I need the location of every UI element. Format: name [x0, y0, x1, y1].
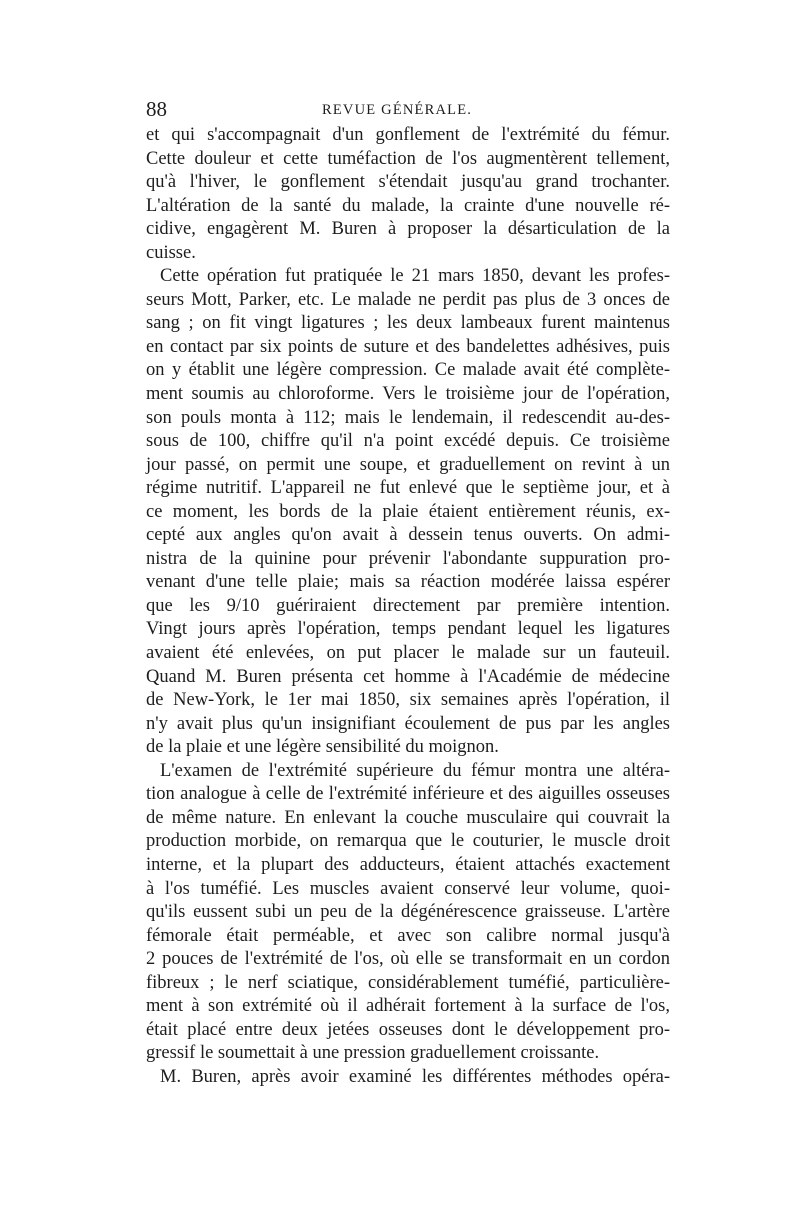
- text-line: Vingt jours après l'opération, temps pendant lequel les ligatures: [146, 619, 670, 640]
- text-line: que les 9/10 guériraient directement par première intention.: [146, 595, 670, 616]
- text-line: 2 pouces de l'extrémité de l'os, où elle se transformait en un cordon: [146, 949, 670, 970]
- text-line: ce moment, les bords de la plaie étaient entièrement réunis, ex-: [146, 501, 670, 522]
- text-line: sang ; on fit vingt ligatures ; les deux lambeaux furent maintenus: [146, 313, 670, 334]
- text-line: production morbide, on remarqua que le couturier, le muscle droit: [146, 831, 670, 852]
- text-line: seurs Mott, Parker, etc. Le malade ne perdit pas plus de 3 onces de: [146, 289, 670, 310]
- text-line: avaient été enlevées, on put placer le malade sur un fauteuil.: [146, 643, 670, 664]
- text-line: et qui s'accompagnait d'un gonflement de l'extrémité du fémur.: [146, 125, 670, 145]
- text-line: régime nutritif. L'appareil ne fut enlevé que le septième jour, et à: [146, 478, 670, 499]
- text-line: sous de 100, chiffre qu'il n'a point excédé depuis. Ce troisième: [146, 431, 670, 452]
- text-line: L'examen de l'extrémité supérieure du fémur montra une altéra-: [160, 760, 670, 781]
- text-line: de la plaie et une légère sensibilité du moignon.: [146, 737, 499, 758]
- text-line: tion analogue à celle de l'extrémité inférieure et des aiguilles osseuses: [146, 784, 670, 805]
- text-line: ment à son extrémité où il adhérait fortement à la surface de l'os,: [146, 996, 670, 1017]
- text-line: cuisse.: [146, 242, 196, 263]
- text-line: cidive, engagèrent M. Buren à proposer la désarticulation de la: [146, 219, 670, 240]
- text-line: de New-York, le 1er mai 1850, six semaines après l'opération, il: [146, 690, 670, 711]
- text-line: Cette douleur et cette tuméfaction de l'os augmentèrent tellement,: [146, 148, 670, 169]
- text-line: L'altération de la santé du malade, la crainte d'une nouvelle ré-: [146, 195, 670, 216]
- text-line: en contact par six points de suture et des bandelettes adhésives, puis: [146, 336, 670, 357]
- text-line: ment soumis au chloroforme. Vers le troisième jour de l'opération,: [146, 384, 670, 405]
- text-line: qu'ils eussent subi un peu de la dégénérescence graisseuse. L'artère: [146, 902, 670, 923]
- text-line: gressif le soumettait à une pression graduellement croissante.: [146, 1043, 600, 1064]
- text-line: n'y avait plus qu'un insignifiant écoulement de pus par les angles: [146, 713, 670, 734]
- running-head: [146, 94, 670, 124]
- paragraph-3: [146, 760, 670, 1066]
- text-line: Quand M. Buren présenta cet homme à l'Académie de médecine: [146, 666, 670, 687]
- text-line: à l'os tuméfié. Les muscles avaient conservé leur volume, quoi-: [146, 878, 670, 899]
- text-line: venant d'une telle plaie; mais sa réaction modérée laissa espérer: [146, 572, 670, 593]
- running-title: REVUE GÉNÉRALE.: [322, 102, 473, 118]
- paragraph-1: [146, 124, 670, 265]
- text-line: Cette opération fut pratiquée le 21 mars 1850, devant les profes-: [160, 266, 670, 287]
- paragraph-4: [146, 1066, 670, 1090]
- page-number: 88: [146, 97, 167, 121]
- paragraph-2: [146, 265, 670, 759]
- text-line: était placé entre deux jetées osseuses dont le développement pro-: [146, 1019, 670, 1040]
- text-line: fibreux ; le nerf sciatique, considérablement tuméfié, particulière-: [146, 972, 670, 993]
- text-line: de même nature. En enlevant la couche musculaire qui couvrait la: [146, 807, 670, 828]
- text-line: cepté aux angles qu'on avait à dessein tenus ouverts. On admi-: [146, 525, 670, 546]
- text-line: M. Buren, après avoir examiné les différentes méthodes opéra-: [160, 1066, 670, 1087]
- text-line: nistra de la quinine pour prévenir l'abondante suppuration pro-: [146, 548, 670, 569]
- text-line: fémorale était perméable, et avec son calibre normal jusqu'à: [146, 925, 670, 946]
- text-line: jour passé, on permit une soupe, et graduellement on revint à un: [146, 454, 670, 475]
- text-line: on y établit une légère compression. Ce malade avait été complète-: [146, 360, 670, 381]
- text-line: interne, et la plupart des adducteurs, étaient attachés exactement: [146, 854, 670, 875]
- book-page: [146, 94, 670, 1089]
- text-line: son pouls monta à 112; mais le lendemain, il redescendit au-des-: [146, 407, 670, 428]
- text-line: qu'à l'hiver, le gonflement s'étendait jusqu'au grand trochanter.: [146, 172, 670, 193]
